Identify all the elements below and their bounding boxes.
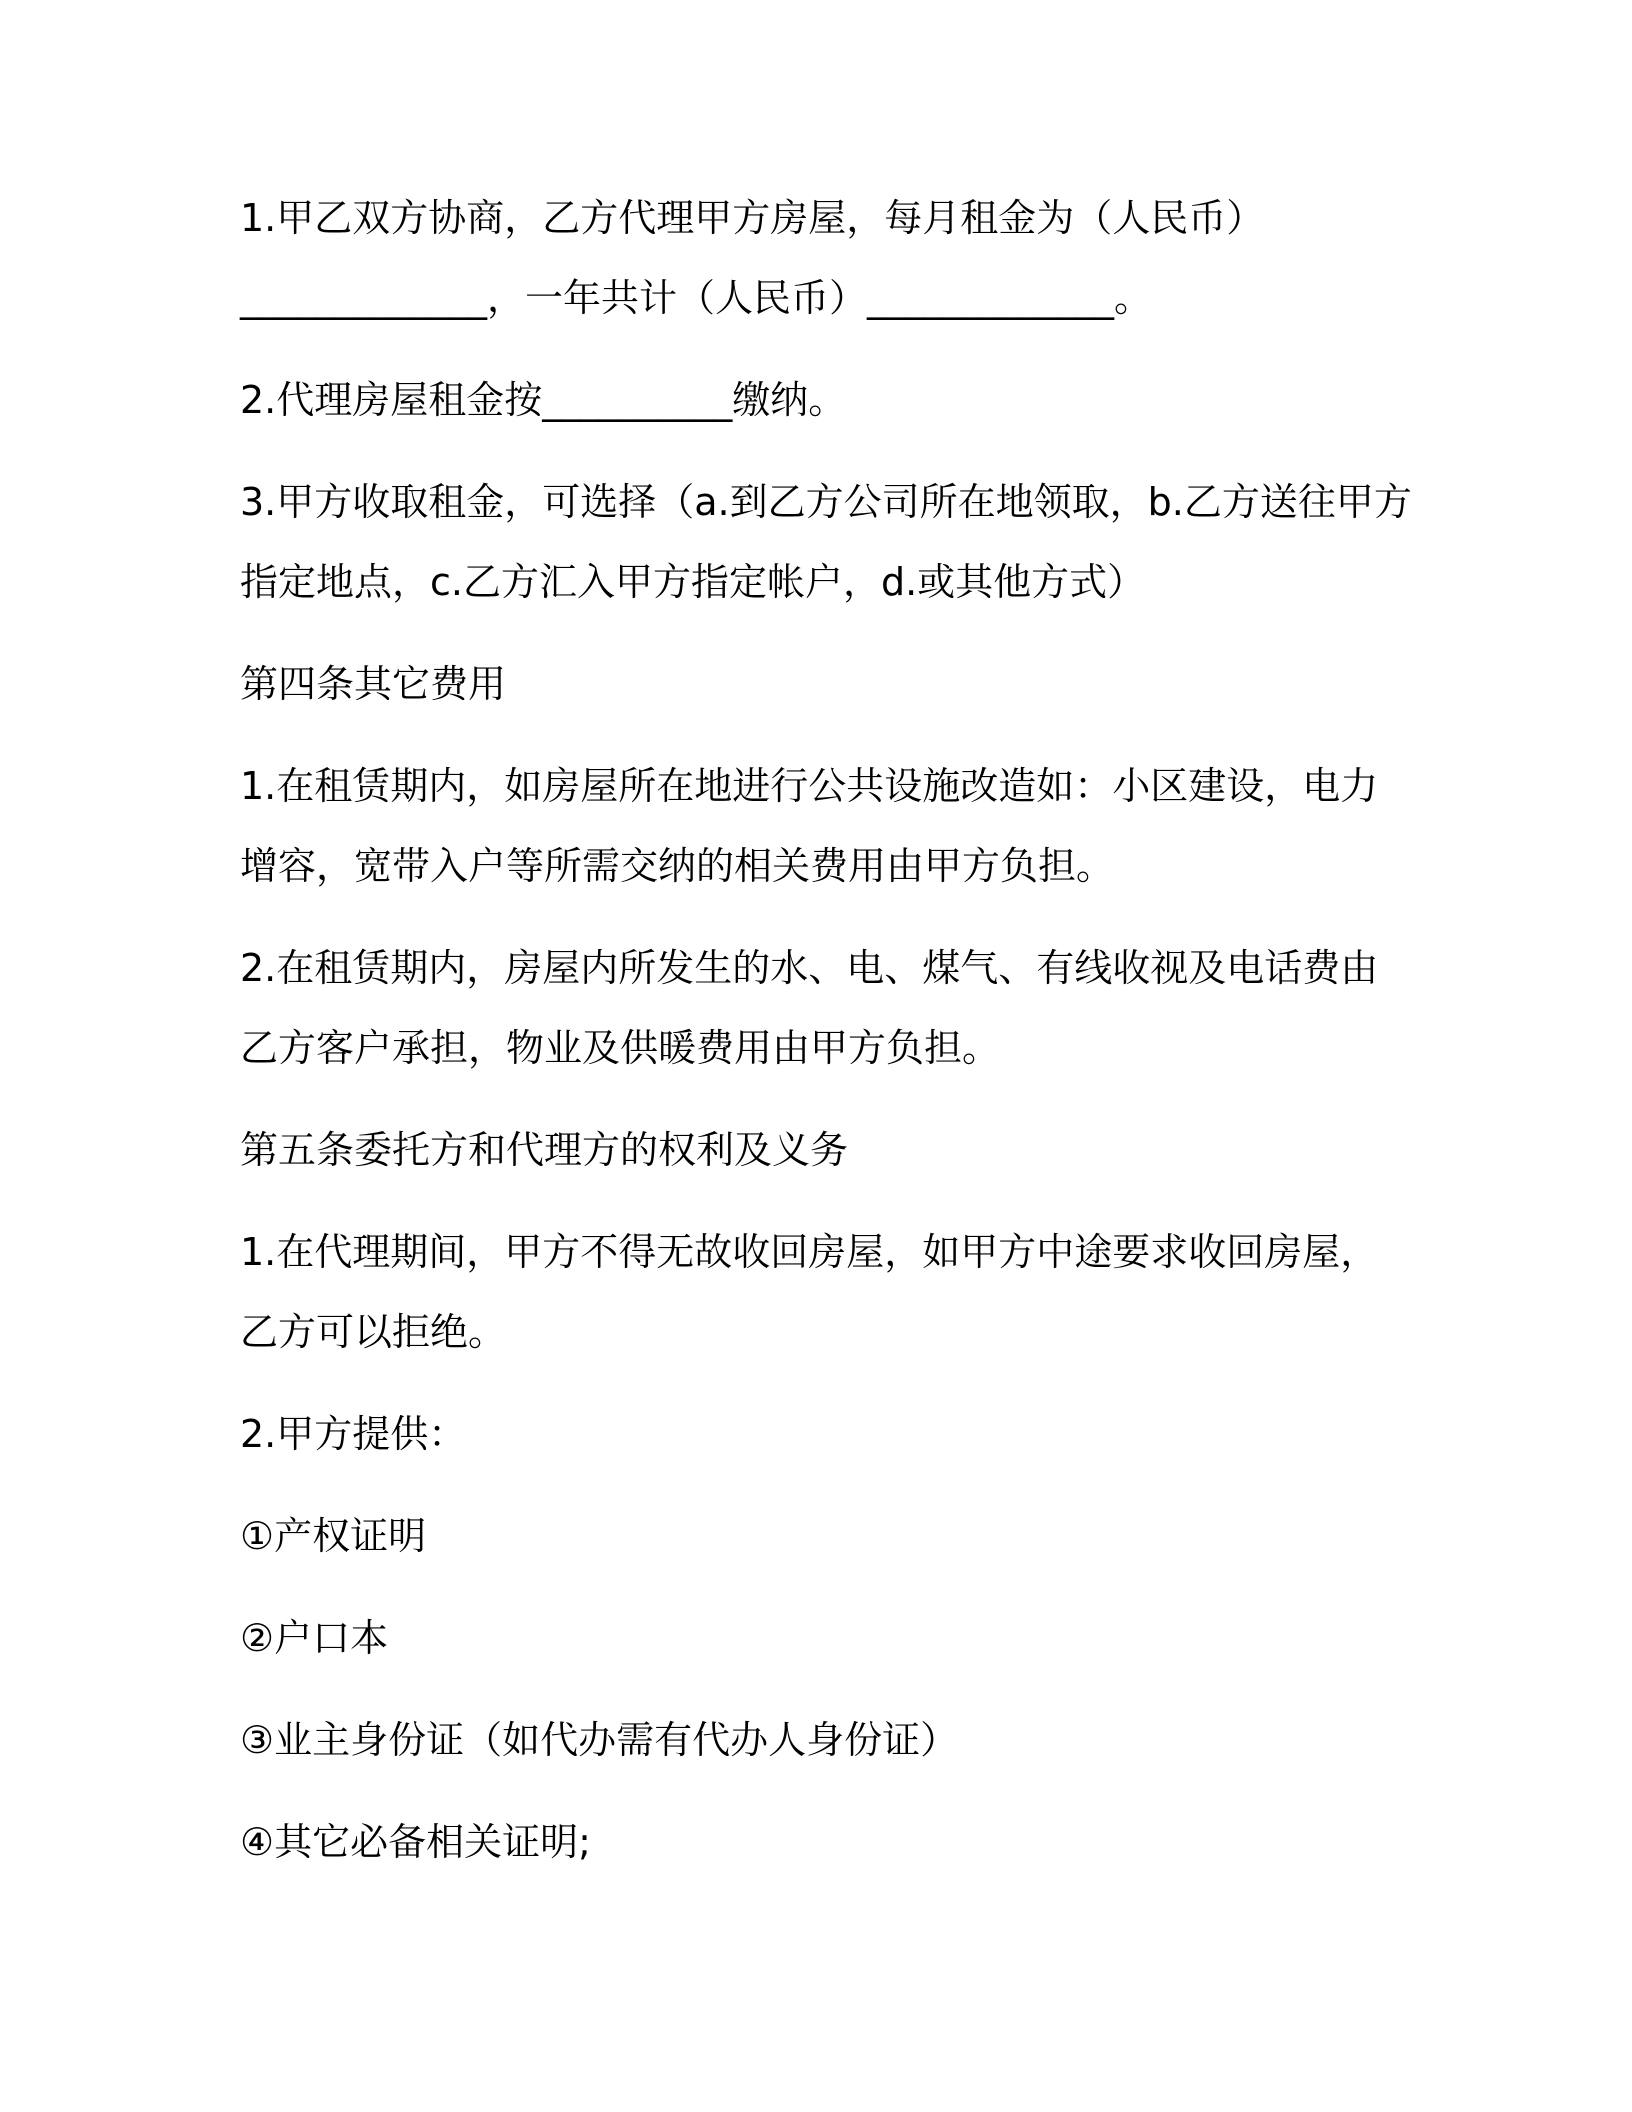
list-item-property-certificate: ①产权证明: [240, 1514, 427, 1558]
clause-4-2-line-1: 2.在租赁期内，房屋内所发生的水、电、煤气、有线收视及电话费由: [240, 946, 1379, 990]
list-item-household-register: ②户口本: [240, 1616, 389, 1660]
clause-3-1-line-2: _____________，一年共计（人民币）_____________。: [240, 276, 1153, 320]
clause-3-3-line-2: 指定地点，c.乙方汇入甲方指定帐户，d.或其他方式）: [240, 560, 1146, 604]
list-item-owner-id: ③业主身份证（如代办需有代办人身份证）: [240, 1718, 959, 1762]
clause-3-3-line-1: 3.甲方收取租金，可选择（a.到乙方公司所在地领取，b.乙方送往甲方: [240, 480, 1412, 524]
clause-4-1-line-2: 增容，宽带入户等所需交纳的相关费用由甲方负担。: [240, 844, 1115, 888]
article-4-heading: 第四条其它费用: [240, 662, 507, 706]
clause-4-1-line-1: 1.在租赁期内，如房屋所在地进行公共设施改造如：小区建设，电力: [240, 764, 1379, 808]
clause-5-1-line-1: 1.在代理期间，甲方不得无故收回房屋，如甲方中途要求收回房屋，: [240, 1230, 1379, 1274]
article-5-heading: 第五条委托方和代理方的权利及义务: [240, 1128, 849, 1172]
clause-3-2: 2.代理房屋租金按__________缴纳。: [240, 378, 847, 422]
clause-4-2-line-2: 乙方客户承担，物业及供暖费用由甲方负担。: [240, 1026, 1001, 1070]
clause-5-1-line-2: 乙方可以拒绝。: [240, 1310, 507, 1354]
clause-5-2: 2.甲方提供：: [240, 1412, 467, 1456]
list-item-other-documents: ④其它必备相关证明;: [240, 1820, 591, 1864]
clause-3-1-line-1: 1.甲乙双方协商，乙方代理甲方房屋，每月租金为（人民币）: [240, 196, 1265, 240]
